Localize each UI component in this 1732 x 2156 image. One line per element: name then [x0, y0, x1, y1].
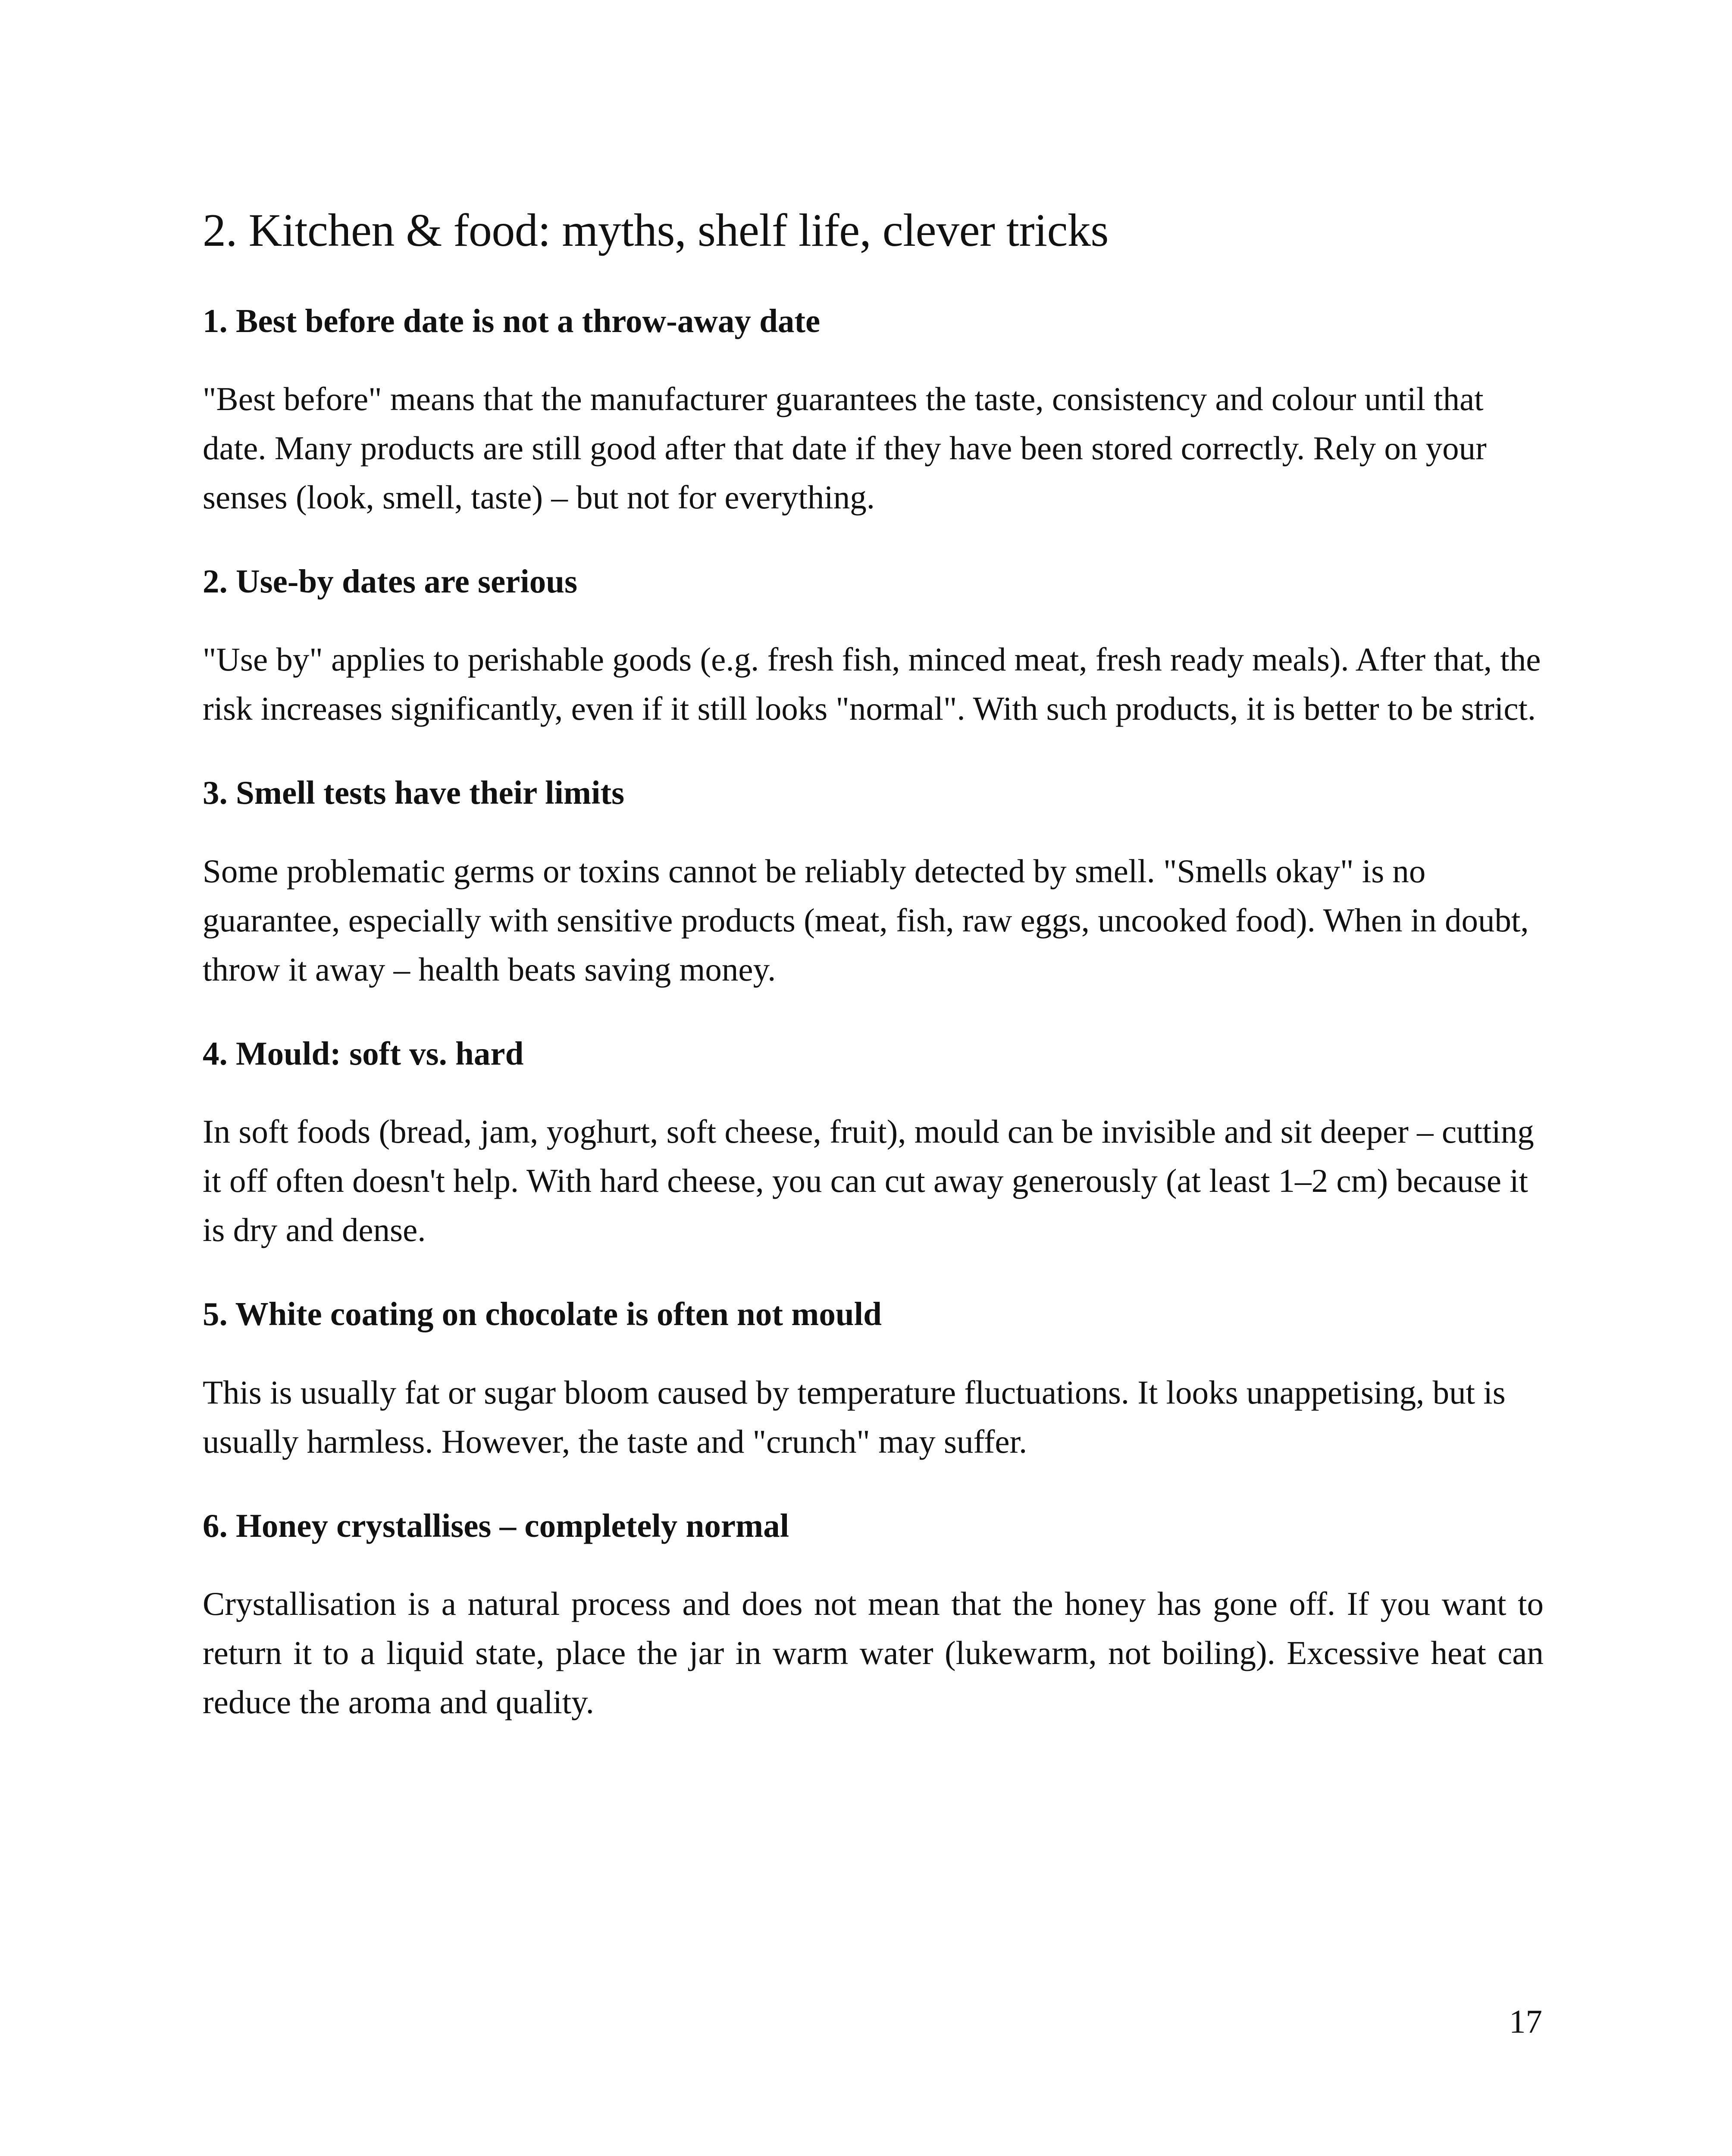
section-heading: 4. Mould: soft vs. hard	[203, 1034, 524, 1072]
section-body: "Use by" applies to perishable goods (e.g. fresh fish, minced meat, fresh ready meals). After that, the risk increases significantly, even if it still looks "normal". With such products, it is better to be strict.	[203, 641, 1541, 727]
section-heading: 3. Smell tests have their limits	[203, 774, 625, 812]
section-heading: 6. Honey crystallises – completely normal	[203, 1507, 789, 1544]
section-best-before	[203, 301, 1544, 522]
section-mould	[203, 1034, 1544, 1254]
section-body: Some problematic germs or toxins cannot be reliably detected by smell. "Smells okay" is no guarantee, especially with sensitive products (meat, fish, raw eggs, uncooked food). When in doubt, throw it away – health beats saving money.	[203, 852, 1529, 988]
section-use-by	[203, 561, 1544, 733]
section-heading: 5. White coating on chocolate is often not mould	[203, 1295, 882, 1333]
section-heading: 2. Use-by dates are serious	[203, 562, 578, 600]
section-heading: 1. Best before date is not a throw-away date	[203, 302, 821, 339]
section-honey	[203, 1506, 1544, 1727]
page-number: 17	[1509, 2003, 1542, 2040]
section-body: In soft foods (bread, jam, yoghurt, soft cheese, fruit), mould can be invisible and sit deeper – cutting it off often doesn't help. With hard cheese, you can cut away generously (at least 1–2 cm) because it is dry and dense.	[203, 1113, 1534, 1249]
page-title: 2. Kitchen & food: myths, shelf life, clever tricks	[203, 205, 1109, 256]
section-chocolate-bloom	[203, 1294, 1544, 1466]
page-content	[203, 203, 1544, 1766]
section-body: This is usually fat or sugar bloom caused by temperature fluctuations. It looks unappetising, but is usually harmless. However, the taste and "crunch" may suffer.	[203, 1373, 1506, 1460]
section-body: "Best before" means that the manufacturer guarantees the taste, consistency and colour until that date. Many products are still good after that date if they have been stored correctly. Rely on your senses (look, smell, taste) – but not for everything.	[203, 380, 1487, 516]
section-smell-tests	[203, 773, 1544, 993]
section-body: Crystallisation is a natural process and does not mean that the honey has gone off. If you want to return it to a liquid state, place the jar in warm water (lukewarm, not boiling). Excessive heat can reduce the aroma and quality.	[203, 1585, 1544, 1720]
